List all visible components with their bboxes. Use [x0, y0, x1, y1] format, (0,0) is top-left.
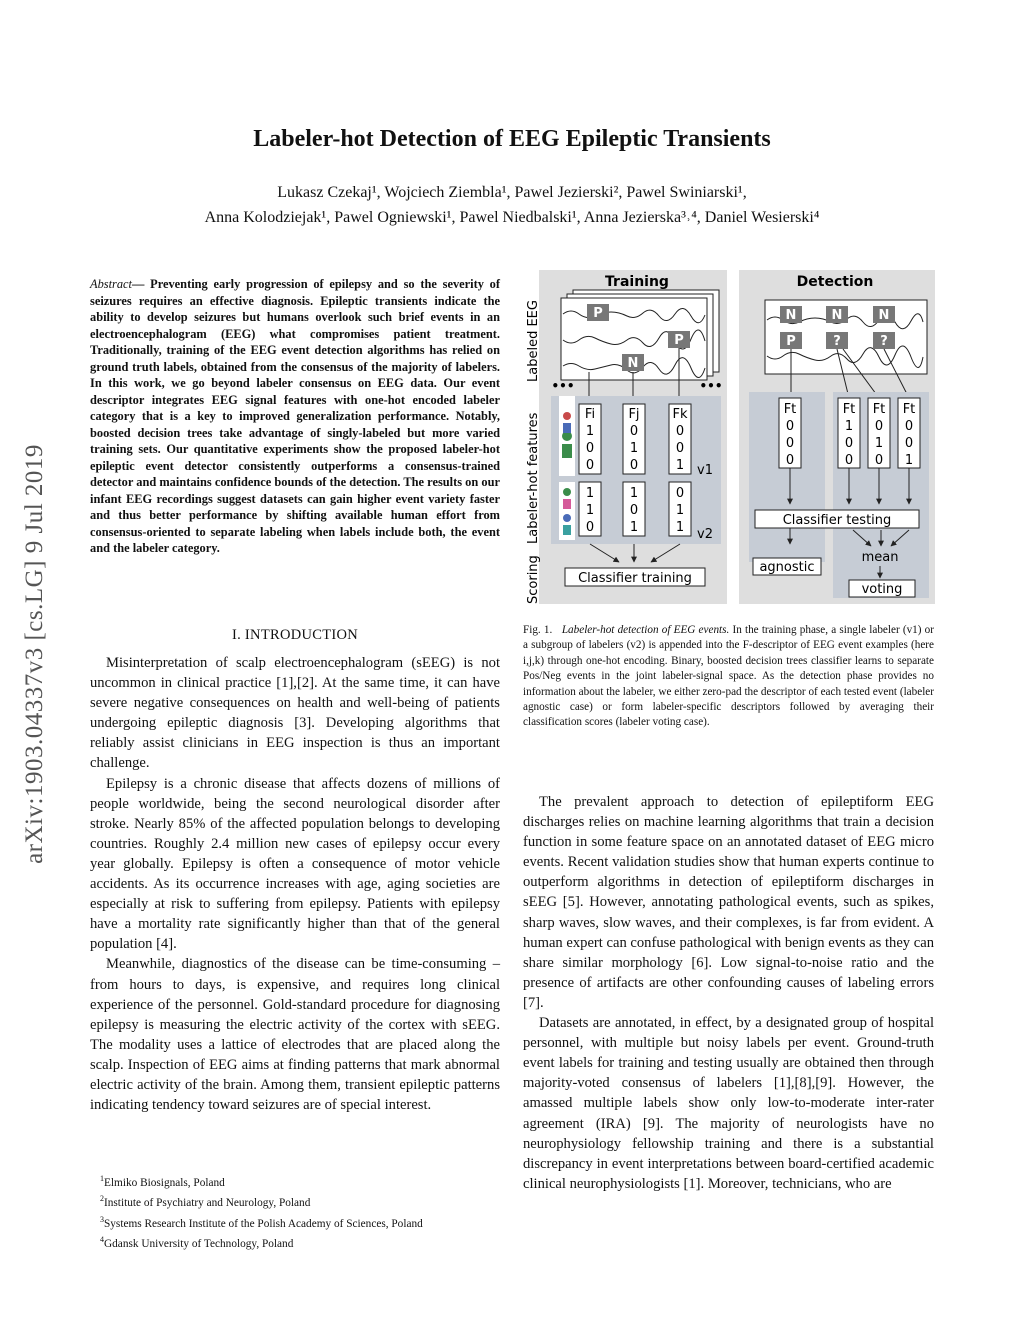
- classifier-testing-label: Classifier testing: [782, 513, 892, 528]
- authors-line-2: Anna Kolodziejak¹, Pawel Ogniewski¹, Pawel Niedbalski¹, Anna Jezierska³˒⁴, Daniel Wesierski⁴: [204, 209, 820, 226]
- paragraph: Datasets are annotated, in effect, by a designated group of hospital personnel, with multiple but noisy labels per event. Ground-truth event labels for training and testing usually are obtained then through majority-voted consensus of labelers [1],[8],[9]. However, the amassed multiple labels show only low-to-moderate inter-rater agreement (IRA) [9]. The majority of neurologists have no neurophysiology fellowship training and there is a substantial discrepancy in event interpretations between board-certified academic clinical neurophysiologists [1]. Moreover, technicians, who are: [523, 1015, 934, 1192]
- footnote: $^2$Institute of Psychiatry and Neurology, Poland: [100, 1194, 311, 1210]
- svg-text:0: 0: [874, 419, 884, 434]
- svg-text:0: 0: [904, 419, 914, 434]
- svg-text:Ft: Ft: [783, 402, 797, 417]
- ellipsis-right: •••: [699, 379, 723, 393]
- v1-tag: v1: [697, 463, 713, 478]
- abstract: [90, 276, 500, 557]
- svg-text:Ft: Ft: [872, 402, 886, 417]
- detect-marker: N: [785, 308, 797, 323]
- svg-text:1: 1: [675, 520, 685, 535]
- svg-text:1: 1: [585, 424, 595, 439]
- svg-text:0: 0: [785, 419, 795, 434]
- footnotes: [100, 1171, 510, 1252]
- svg-text:Fj: Fj: [628, 407, 640, 422]
- svg-text:1: 1: [844, 419, 854, 434]
- detect-marker: N: [831, 308, 843, 323]
- svg-text:0: 0: [874, 453, 884, 468]
- svg-text:0: 0: [675, 486, 685, 501]
- footnote: $^4$Gdansk University of Technology, Poland: [100, 1234, 294, 1250]
- svg-text:Ft: Ft: [842, 402, 856, 417]
- svg-text:0: 0: [629, 503, 639, 518]
- paper-title: Labeler-hot Detection of EEG Epileptic Transients: [253, 126, 771, 152]
- svg-text:1: 1: [585, 486, 595, 501]
- figure-caption: [523, 623, 934, 731]
- svg-text:0: 0: [585, 458, 595, 473]
- training-title: Training: [605, 274, 669, 290]
- footnote: $^3$Systems Research Institute of the Polish Academy of Sciences, Poland: [100, 1214, 423, 1230]
- voting-label: voting: [861, 582, 903, 597]
- mean-label: mean: [861, 550, 899, 565]
- svg-text:0: 0: [785, 436, 795, 451]
- agnostic-label: agnostic: [759, 560, 815, 575]
- paragraph: The prevalent approach to detection of epileptiform EEG discharges relies on machine learning algorithms that train a decision function in some feature space on an annotated dataset of EEG micro events. Recent validation studies show that human experts continue to outperform algorithms in detection of epileptiform discharges in sEEG [5]. However, annotating pathological events, such as spikes, sharp waves, slow waves, and their complexes, is far from evident. A human expert can confuse pathological with benign events as they can share similar morphology [6]. Low signal-to-noise ratio and the presence of artifacts are other confounding causes of labeling errors [7].: [523, 794, 934, 1011]
- classifier-training-label: Classifier training: [578, 571, 692, 586]
- figure-1-diagram: [523, 268, 935, 608]
- row-label-scoring: Scoring: [526, 555, 541, 604]
- svg-text:0: 0: [675, 424, 685, 439]
- row-label-labeled-eeg: Labeled EEG: [526, 300, 541, 382]
- detect-marker: ?: [833, 334, 841, 349]
- left-column-body: [90, 653, 500, 1115]
- ellipsis-left: •••: [551, 379, 575, 393]
- section-heading: I. INTRODUCTION: [231, 627, 359, 643]
- svg-text:1: 1: [585, 503, 595, 518]
- v2-tag: v2: [697, 527, 713, 542]
- caption-text: In the training phase, a single labeler (v1) or a subgroup of labelers (v2) is appended into the F-descriptor of EEG event examples (here i,j,k) through one-hot encoding. Binary, boosted decision trees classifier learns to separate Pos/Neg events in the joint labeler-signal space. As the detection phase provides no information about the labeler, we either zero-pad the descriptor of each tested event (labeler agnostic case) or form labeler-specific descriptors followed by averaging their classification scores (labeler voting case).: [523, 624, 934, 729]
- caption-label: Fig. 1.: [523, 624, 553, 636]
- svg-text:0: 0: [844, 453, 854, 468]
- arxiv-side-label: arXiv:1903.04337v3 [cs.LG] 9 Jul 2019: [21, 444, 48, 864]
- right-column-body: [523, 792, 934, 1194]
- svg-text:0: 0: [904, 436, 914, 451]
- svg-text:0: 0: [785, 453, 795, 468]
- svg-text:1: 1: [675, 458, 685, 473]
- paragraph: Epilepsy is a chronic disease that affects dozens of millions of people worldwide, being the second neurological disorder after stroke. Nearly 85% of the affected population belongs to developing countries. Roughly 2.4 million new cases of epilepsy occur every year globally. Epilepsy is often a consequence of motor vehicle accidents. As its occurrence increases with age, aging societies are especially at risk to suffering from epilepsy. Patients with epilepsy have a mortality rate significantly higher than that of the general population [4].: [90, 775, 500, 953]
- row-label-features: Labeler-hot features: [526, 412, 541, 544]
- svg-text:Fk: Fk: [672, 407, 688, 422]
- svg-text:0: 0: [844, 436, 854, 451]
- svg-text:0: 0: [675, 441, 685, 456]
- detection-title: Detection: [796, 274, 874, 290]
- paragraph: Meanwhile, diagnostics of the disease can be time-consuming – from hours to days, is expensive, and requires long clinical experience of the personnel. Gold-standard procedure for diagnosing epilepsy is measuring the electric activity of the cortex with sEEG. The modality uses a lattice of electrodes that are placed along the scalp. Inspection of EEG aims at finding patterns that mark abnormal electric activity of the brain. Among them, transient epileptic patterns indicating tendency toward seizures are of special interest.: [90, 956, 500, 1114]
- caption-title: Labeler-hot detection of EEG events.: [561, 624, 730, 636]
- svg-text:P: P: [674, 333, 684, 348]
- abstract-text: — Preventing early progression of epilepsy and so the severity of seizures requires an effective diagnosis. Epileptic transients indicate the ability to develop seizures but humans overlook such brief events in an electroencephalogram (EEG) what compromises patient treatment. Traditionally, training of the EEG event detection algorithms has relied on ground truth labels, obtained from the consensus of the majority of labelers. In this work, we go beyond labeler consensus on EEG data. Our event descriptor integrates EEG signal features with one-hot encoded labeler category that is a key to improved generalization performance. Notably, boosted decision trees take advantage of singly-labeled but more varied training sets. Our quantitative experiments show the proposed labeler-hot epileptic event detector consistently outperforms a consensus-trained detector and maintains confidence bounds of the detection. The results on our infant EEG recordings suggest datasets can gain higher event variety faster and thus better performance by shifting available human effort from consensus-oriented to separate labeling when labels include both, the event and the labeler category.: [90, 277, 500, 555]
- authors-line-1: Lukasz Czekaj¹, Wojciech Ziembla¹, Pawel Jezierski², Pawel Swiniarski¹,: [277, 184, 747, 201]
- svg-text:1: 1: [629, 441, 639, 456]
- svg-text:1: 1: [629, 486, 639, 501]
- detect-marker: ?: [880, 334, 888, 349]
- footnote: $^1$Elmiko Biosignals, Poland: [100, 1174, 225, 1189]
- detect-marker: N: [878, 308, 890, 323]
- svg-text:Ft: Ft: [902, 402, 916, 417]
- svg-text:1: 1: [904, 453, 914, 468]
- svg-text:1: 1: [675, 503, 685, 518]
- svg-text:1: 1: [629, 520, 639, 535]
- svg-text:Fi: Fi: [584, 407, 596, 422]
- svg-text:1: 1: [874, 436, 884, 451]
- detect-marker: P: [786, 334, 796, 349]
- abstract-label: Abstract: [90, 277, 132, 291]
- svg-text:0: 0: [585, 520, 595, 535]
- svg-text:0: 0: [629, 424, 639, 439]
- paragraph: Misinterpretation of scalp electroencephalogram (sEEG) is not uncommon in clinical practice [1],[2]. At the same time, it can have severe negative consequences on health and well-being of patients undergoing epileptic diagnosis [3]. Developing algorithms that reliably assist clinicians in EEG inspection is thus an important challenge.: [90, 655, 500, 772]
- svg-text:0: 0: [585, 441, 595, 456]
- svg-text:0: 0: [629, 458, 639, 473]
- svg-text:P: P: [593, 306, 603, 321]
- svg-text:N: N: [627, 356, 639, 371]
